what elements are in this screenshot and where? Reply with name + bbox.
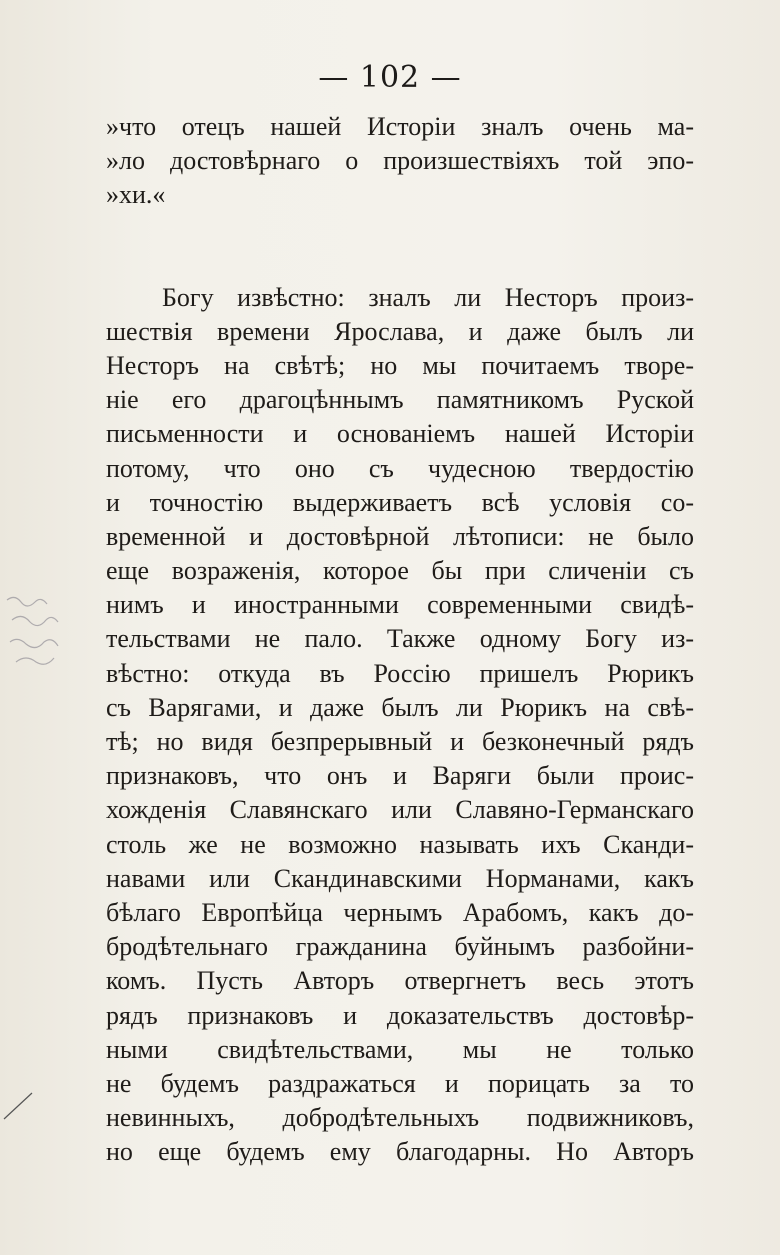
text-line: навами или Скандинавскими Норманами, какъ [106, 863, 694, 893]
text-line: столь же не возможно называть ихъ Сканди- [106, 829, 694, 859]
page-body [106, 110, 694, 1169]
text-line: съ Варягами, и даже былъ ли Рюрикъ на свѣ- [106, 692, 694, 722]
text-line: еще возраженія, которое бы при сличеніи съ [106, 556, 694, 586]
text-line: письменности и основаніемъ нашей Исторіи [106, 419, 694, 449]
text-line: признаковъ, что онъ и Варяги были проис- [106, 761, 694, 791]
text-line: »что отецъ нашей Исторіи зналъ очень ма- [106, 112, 694, 141]
text-line: и точностію выдерживаетъ всѣ условія со- [106, 487, 694, 517]
text-line: Богу извѣстно: зналъ ли Несторъ произ- [162, 282, 694, 312]
text-line: невинныхъ, добродѣтельныхъ подвижниковъ, [106, 1103, 694, 1133]
text-line: вѣстно: откуда въ Россію пришелъ Рюрикъ [106, 658, 694, 688]
text-line: комъ. Пусть Авторъ отвергнетъ весь этотъ [106, 966, 694, 996]
text-line: Несторъ на свѣтѣ; но мы почитаемъ творе- [106, 350, 694, 380]
text-line: не будемъ раздражаться и порицать за то [106, 1068, 694, 1098]
text-line: »ло достовѣрнаго о произшествіяхъ той эпо- [106, 146, 694, 176]
text-line: ными свидѣтельствами, мы не только [106, 1034, 694, 1064]
text-line: бродѣтельнаго гражданина буйнымъ разбойни- [106, 932, 694, 962]
text-line: нимъ и иностранными современными свидѣ- [106, 590, 694, 620]
page-number-header: — 102 — [318, 60, 462, 95]
text-line: шествія времени Ярослава, и даже былъ ли [106, 316, 694, 346]
margin-pencil-mark [0, 1085, 40, 1125]
paragraph-gap [106, 213, 694, 281]
text-line: тѣ; но видя безпрерывный и безконечный рядъ [106, 727, 694, 756]
text-line: потому, что оно съ чудесною твердостію [106, 453, 694, 483]
text-line: ніе его драгоцѣннымъ памятникомъ Руской [106, 385, 694, 415]
text-line: временной и достовѣрной лѣтописи: не было [106, 521, 694, 551]
text-line: бѣлаго Европѣйца чернымъ Арабомъ, какъ до- [106, 897, 694, 927]
marginal-handwriting [2, 580, 82, 680]
text-line: рядъ признаковъ и доказательствъ достовѣр- [106, 1000, 694, 1030]
text-line: но еще будемъ ему благодарны. Но Авторъ [106, 1137, 694, 1167]
text-line: хожденія Славянскаго или Славяно-Германскаго [106, 795, 694, 825]
text-line: »хи.« [106, 180, 166, 210]
text-line: тельствами не пало. Также одному Богу из- [106, 624, 694, 654]
